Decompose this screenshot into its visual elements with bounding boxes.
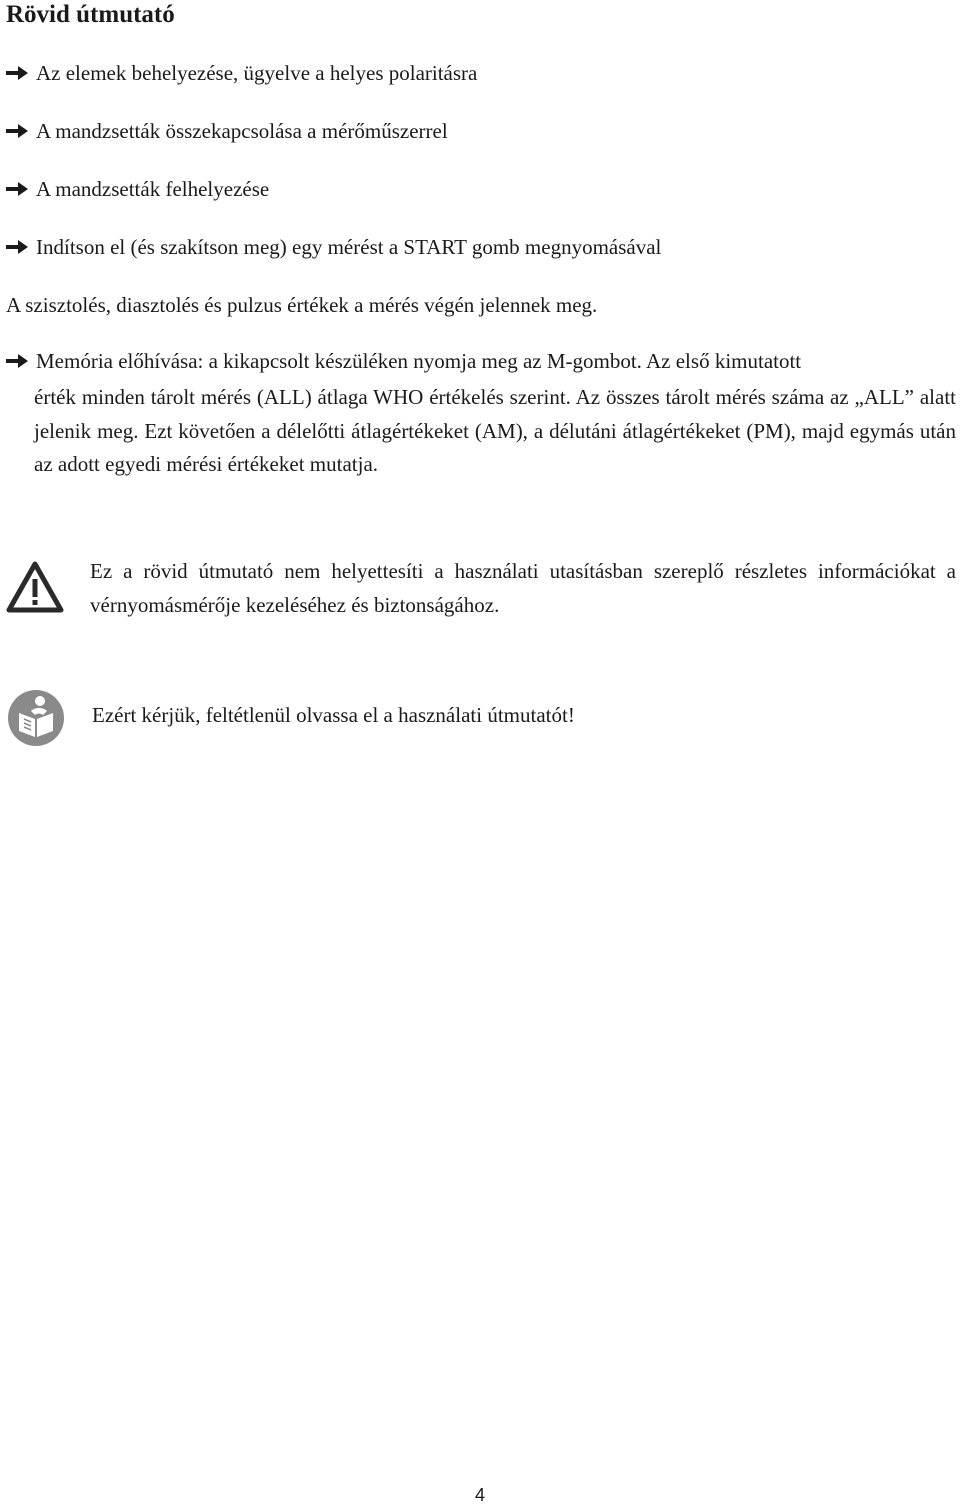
bullet-text: Az elemek behelyezése, ügyelve a helyes polaritásra: [36, 61, 478, 85]
bullet-text: A mandzsetták összekapcsolása a mérőműszerrel: [36, 119, 448, 143]
memory-text: Memória előhívása: a kikapcsolt készüléken nyomja meg az M-gombot. Az első kimutatott: [36, 349, 802, 373]
bullet-item: [6, 233, 661, 261]
warning-triangle-icon: [6, 560, 64, 614]
result-note: A szisztolés, diasztolés és pulzus értékek a mérés végén jelennek meg.: [6, 293, 598, 317]
read-manual-text: Ezért kérjük, feltétlenül olvassa el a használati útmutatót!: [92, 703, 575, 727]
right-arrow-icon: [6, 240, 36, 254]
bullet-text: A mandzsetták felhelyezése: [36, 177, 270, 201]
read-manual-icon: [7, 689, 65, 747]
page-title: Rövid útmutató: [6, 1, 175, 28]
right-arrow-icon: [6, 124, 36, 138]
bullet-item: [6, 175, 269, 203]
page-number: 4: [474, 1485, 485, 1505]
warning-text: Ez a rövid útmutató nem helyettesíti a használati utasításban szereplő részletes információkat a vérnyomásmérője kezeléséhez és biztonságához.: [90, 559, 956, 617]
right-arrow-icon: [6, 66, 36, 80]
memory-paragraph: érték minden tárolt mérés (ALL) átlaga WHO értékelés szerint. Az összes tárolt mérés száma az „ALL” alatt jelenik meg. Ezt követően a délelőtti átlagértékeket (AM), a délutáni átlagértékeket (PM), majd egymás után az adott egyedi mérési értékeket mutatja.: [34, 385, 956, 476]
right-arrow-icon: [6, 182, 36, 196]
bullet-text: Indítson el (és szakítson meg) egy mérést a START gomb megnyomásával: [36, 235, 662, 259]
memory-first-line: [6, 347, 801, 375]
right-arrow-icon: [6, 354, 36, 368]
bullet-item: [6, 117, 448, 145]
bullet-item: [6, 59, 477, 87]
